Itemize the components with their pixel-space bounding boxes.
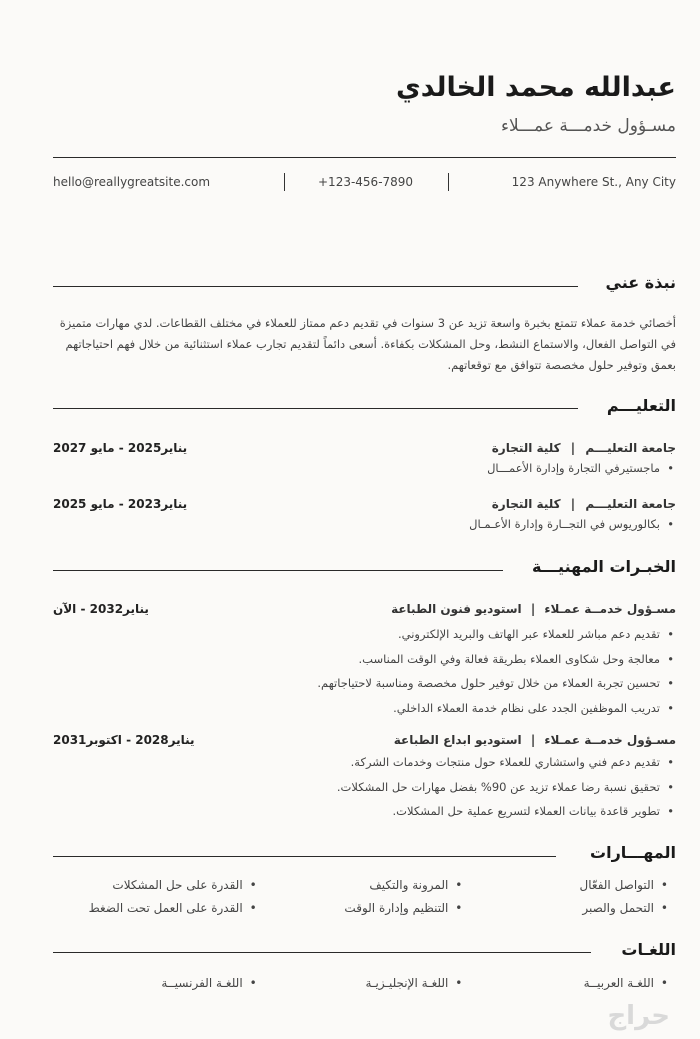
education-institution bbox=[492, 497, 676, 511]
contact-address: 123 Anywhere St., Any City bbox=[511, 175, 676, 189]
languages-grid bbox=[53, 974, 670, 993]
education-institution bbox=[492, 441, 676, 455]
skill-item: • التواصل الفعّال bbox=[464, 876, 670, 895]
job-title: مسـؤول خدمـــة عمـــلاء bbox=[500, 116, 676, 136]
faculty-name: كلية التجارة bbox=[491, 441, 561, 455]
experience-section-title: الخبـرات المهنيـــة bbox=[531, 557, 676, 576]
school-name: جامعة التعليـــم bbox=[585, 441, 676, 455]
company-name: استوديو فنون الطباعة bbox=[391, 602, 522, 616]
list-item: • تقديم دعم فني واستشاري للعملاء حول منتجات وخدمات الشركة. bbox=[66, 750, 676, 775]
skill-item: • القدرة على حل المشكلات bbox=[53, 876, 259, 895]
skill-item: • القدرة على العمل تحت الضغط bbox=[53, 899, 259, 918]
contact-email: hello@reallygreatsite.com bbox=[53, 175, 211, 189]
company-name: استوديو ابداع الطباعة bbox=[393, 733, 522, 747]
education-entry-header bbox=[53, 441, 676, 455]
education-date: يناير2025 - مايو 2027 bbox=[53, 441, 188, 455]
language-item: • اللغـة العربيــة bbox=[464, 974, 670, 993]
school-name: جامعة التعليـــم bbox=[585, 497, 676, 511]
education-details bbox=[66, 512, 676, 537]
skill-item: • التنظيم وإدارة الوقت bbox=[259, 899, 465, 918]
list-item: • تدريب الموظفين الجدد على نظام خدمة العملاء الداخلي. bbox=[66, 696, 676, 721]
candidate-name: عبدالله محمد الخالدي bbox=[396, 72, 676, 103]
role-name: مسـؤول خدمــة عمـلاء bbox=[544, 733, 676, 747]
faculty-name: كلية التجارة bbox=[491, 497, 561, 511]
experience-entry-header bbox=[53, 733, 676, 747]
education-details bbox=[66, 456, 676, 481]
separator: | bbox=[570, 497, 576, 511]
list-item: • ماجستيرفي التجارة وإدارة الأعمـــال bbox=[66, 456, 676, 481]
education-section-title: التعليـــم bbox=[606, 396, 676, 415]
list-item: • تطوير قاعدة بيانات العملاء لتسريع عملية حل المشكلات. bbox=[66, 799, 676, 824]
watermark-logo: حراج bbox=[607, 1001, 670, 1031]
separator: | bbox=[530, 602, 536, 616]
contact-separator bbox=[448, 173, 449, 191]
skills-section-title: المهـــارات bbox=[590, 843, 676, 862]
experience-date: يناير2032 - الآن bbox=[53, 602, 149, 616]
role-name: مسـؤول خدمــة عمـلاء bbox=[544, 602, 676, 616]
list-item: • بكالوريوس في التجــارة وإدارة الأعـمـال bbox=[66, 512, 676, 537]
language-item: • اللغـة الفرنسيــة bbox=[53, 974, 259, 993]
list-item: • معالجة وحل شكاوى العملاء بطريقة فعالة وفي الوقت المناسب. bbox=[66, 647, 676, 672]
experience-date: يناير2028 - اكتوبر2031 bbox=[53, 733, 195, 747]
experience-role bbox=[394, 733, 676, 747]
languages-divider bbox=[53, 952, 591, 953]
experience-role bbox=[391, 602, 676, 616]
separator: | bbox=[570, 441, 576, 455]
list-item: • تحسين تجربة العملاء من خلال توفير حلول مخصصة ومناسبة لاحتياجاتهم. bbox=[66, 671, 676, 696]
language-item: • اللغـة الإنجليـزيـة bbox=[259, 974, 465, 993]
experience-entry-header bbox=[53, 602, 676, 616]
experience-details bbox=[66, 622, 676, 720]
education-divider bbox=[53, 408, 578, 409]
header-divider bbox=[53, 157, 676, 158]
about-section-title: نبذة عني bbox=[605, 273, 676, 292]
experience-details bbox=[66, 750, 676, 824]
about-paragraph: أخصائي خدمة عملاء تتمتع بخبرة واسعة تزيد عن 3 سنوات في تقديم دعم ممتاز للعملاء في مختلف القطاعات. لدي مهارات متميزة في التواصل الفعال، والاستماع النشط، وحل المشكلات بكفاءة. أسعى دائماً لتقديم تجارب عملاء استثنائية من خلال فهم احتياجاتهم بعمق وتوفير حلول مخصصة تتوافق مع توقعاتهم. bbox=[59, 316, 676, 372]
contact-separator bbox=[284, 173, 285, 191]
skill-item: • التحمل والصبر bbox=[464, 899, 670, 918]
about-divider bbox=[53, 286, 578, 287]
education-entry-header bbox=[53, 497, 676, 511]
skills-grid bbox=[53, 876, 670, 918]
skill-item: • المرونة والتكيف bbox=[259, 876, 465, 895]
languages-section-title: اللغـات bbox=[621, 940, 676, 959]
experience-divider bbox=[53, 570, 503, 571]
skills-divider bbox=[53, 856, 556, 857]
list-item: • تحقيق نسبة رضا عملاء تزيد عن 90% بفضل مهارات حل المشكلات. bbox=[66, 775, 676, 800]
separator: | bbox=[530, 733, 536, 747]
list-item: • تقديم دعم مباشر للعملاء عبر الهاتف والبريد الإلكتروني. bbox=[66, 622, 676, 647]
education-date: يناير2023 - مايو 2025 bbox=[53, 497, 188, 511]
contact-phone: +123-456-7890 bbox=[318, 175, 414, 189]
